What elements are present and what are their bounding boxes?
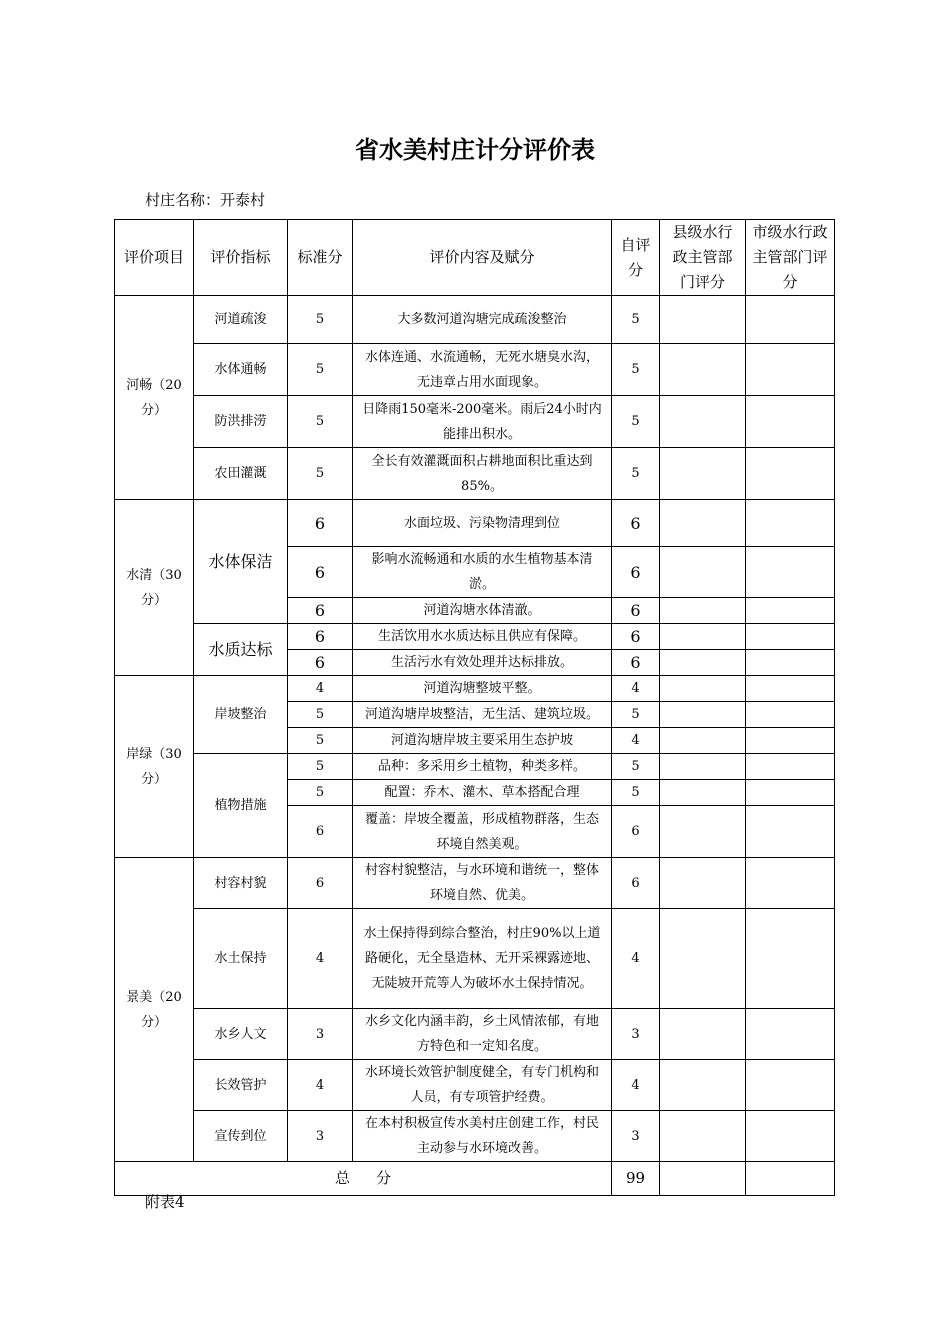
content-cell: 河道沟塘岸坡主要采用生态护坡 — [353, 728, 612, 754]
standard-cell: 6 — [288, 650, 353, 676]
city-score-cell — [746, 296, 835, 344]
self-score-cell: 6 — [612, 650, 660, 676]
content-cell: 配置：乔木、灌木、草本搭配合理 — [353, 780, 612, 806]
indicator-cell: 水体通畅 — [194, 344, 288, 396]
table-row — [115, 344, 835, 396]
standard-cell: 6 — [288, 547, 353, 598]
content-cell: 影响水流畅通和水质的水生植物基本清淤。 — [353, 547, 612, 598]
standard-cell: 5 — [288, 728, 353, 754]
city-score-cell — [746, 396, 835, 448]
self-score-cell: 6 — [612, 806, 660, 858]
total-label — [115, 1162, 612, 1196]
city-score-cell — [746, 702, 835, 728]
self-score-cell: 5 — [612, 344, 660, 396]
header-row — [115, 220, 835, 296]
table-row — [115, 909, 835, 1009]
county-score-cell — [660, 344, 746, 396]
content-cell: 河道沟塘整坡平整。 — [353, 676, 612, 702]
city-score-cell — [746, 1060, 835, 1111]
indicator-cell: 宣传到位 — [194, 1111, 288, 1162]
table-row — [115, 396, 835, 448]
category-shui-qing: 水清（30分） — [115, 500, 194, 676]
county-score-cell — [660, 858, 746, 909]
standard-cell: 5 — [288, 448, 353, 500]
indicator-cell: 村容村貌 — [194, 858, 288, 909]
city-score-cell — [746, 909, 835, 1009]
table-row — [115, 500, 835, 547]
county-score-cell — [660, 754, 746, 780]
total-row — [115, 1162, 835, 1196]
standard-cell: 6 — [288, 624, 353, 650]
header-indicator: 评价指标 — [194, 220, 288, 296]
self-score-cell: 5 — [612, 702, 660, 728]
city-score-cell — [746, 780, 835, 806]
table-row — [115, 296, 835, 344]
table-row — [115, 1060, 835, 1111]
standard-cell: 4 — [288, 909, 353, 1009]
content-cell: 在本村积极宣传水美村庄创建工作，村民主动参与水环境改善。 — [353, 1111, 612, 1162]
self-score-cell: 4 — [612, 676, 660, 702]
standard-cell: 5 — [288, 396, 353, 448]
indicator-cell: 岸坡整治 — [194, 676, 288, 754]
indicator-cell: 长效管护 — [194, 1060, 288, 1111]
city-score-cell — [746, 650, 835, 676]
indicator-cell: 河道疏浚 — [194, 296, 288, 344]
self-score-cell: 4 — [612, 728, 660, 754]
self-score-cell: 4 — [612, 1060, 660, 1111]
city-score-cell — [746, 500, 835, 547]
content-cell: 生活饮用水水质达标且供应有保障。 — [353, 624, 612, 650]
page-title: 省水美村庄计分评价表 — [355, 136, 595, 164]
content-cell: 村容村貌整洁，与水环境和谐统一，整体环境自然、优美。 — [353, 858, 612, 909]
self-score-cell: 6 — [612, 547, 660, 598]
county-score-cell — [660, 702, 746, 728]
total-self-score: 99 — [612, 1162, 660, 1196]
county-score-cell — [660, 780, 746, 806]
city-score-cell — [746, 344, 835, 396]
content-cell: 大多数河道沟塘完成疏浚整治 — [353, 296, 612, 344]
standard-cell: 3 — [288, 1009, 353, 1060]
county-score-cell — [660, 624, 746, 650]
self-score-cell: 3 — [612, 1111, 660, 1162]
standard-cell: 5 — [288, 754, 353, 780]
total-county-score — [660, 1162, 746, 1196]
standard-cell: 4 — [288, 1060, 353, 1111]
city-score-cell — [746, 624, 835, 650]
standard-cell: 6 — [288, 598, 353, 624]
self-score-cell: 4 — [612, 909, 660, 1009]
county-score-cell — [660, 1060, 746, 1111]
city-score-cell — [746, 676, 835, 702]
category-an-lv: 岸绿（30分） — [115, 676, 194, 858]
category-jing-mei: 景美（20分） — [115, 858, 194, 1162]
county-score-cell — [660, 650, 746, 676]
header-city: 市级水行政主管部门评分 — [746, 220, 835, 296]
content-cell: 水体连通、水流通畅，无死水塘臭水沟，无违章占用水面现象。 — [353, 344, 612, 396]
standard-cell: 5 — [288, 780, 353, 806]
category-he-chang: 河畅（20分） — [115, 296, 194, 500]
standard-cell: 3 — [288, 1111, 353, 1162]
appendix-label: 附表4 — [145, 1193, 185, 1211]
indicator-cell: 农田灌溉 — [194, 448, 288, 500]
content-cell: 全长有效灌溉面积占耕地面积比重达到85%。 — [353, 448, 612, 500]
county-score-cell — [660, 500, 746, 547]
standard-cell: 5 — [288, 296, 353, 344]
table-row — [115, 754, 835, 780]
indicator-cell: 水体保洁 — [194, 500, 288, 624]
self-score-cell: 5 — [612, 448, 660, 500]
content-cell: 河道沟塘水体清澈。 — [353, 598, 612, 624]
indicator-cell: 水土保持 — [194, 909, 288, 1009]
total-label-b: 分 — [376, 1169, 392, 1187]
table-row — [115, 1009, 835, 1060]
county-score-cell — [660, 396, 746, 448]
county-score-cell — [660, 1009, 746, 1060]
city-score-cell — [746, 754, 835, 780]
table-row — [115, 1111, 835, 1162]
indicator-cell: 植物措施 — [194, 754, 288, 858]
table-row — [115, 448, 835, 500]
city-score-cell — [746, 1009, 835, 1060]
evaluation-table — [114, 219, 835, 1196]
self-score-cell: 5 — [612, 754, 660, 780]
city-score-cell — [746, 598, 835, 624]
county-score-cell — [660, 728, 746, 754]
self-score-cell: 6 — [612, 500, 660, 547]
county-score-cell — [660, 676, 746, 702]
county-score-cell — [660, 909, 746, 1009]
content-cell: 水面垃圾、污染物清理到位 — [353, 500, 612, 547]
county-score-cell — [660, 448, 746, 500]
standard-cell: 6 — [288, 806, 353, 858]
self-score-cell: 5 — [612, 296, 660, 344]
city-score-cell — [746, 1111, 835, 1162]
total-city-score — [746, 1162, 835, 1196]
county-score-cell — [660, 806, 746, 858]
standard-cell: 4 — [288, 676, 353, 702]
header-standard: 标准分 — [288, 220, 353, 296]
county-score-cell — [660, 1111, 746, 1162]
total-label-a: 总 — [334, 1169, 350, 1187]
indicator-cell: 水质达标 — [194, 624, 288, 676]
village-name: 村庄名称：开泰村 — [145, 191, 266, 209]
self-score-cell: 6 — [612, 858, 660, 909]
county-score-cell — [660, 598, 746, 624]
city-score-cell — [746, 547, 835, 598]
header-county: 县级水行政主管部门评分 — [660, 220, 746, 296]
self-score-cell: 5 — [612, 396, 660, 448]
self-score-cell: 5 — [612, 780, 660, 806]
table-row — [115, 624, 835, 650]
standard-cell: 6 — [288, 500, 353, 547]
city-score-cell — [746, 448, 835, 500]
header-item: 评价项目 — [115, 220, 194, 296]
standard-cell: 5 — [288, 702, 353, 728]
content-cell: 日降雨150毫米-200毫米。雨后24小时内能排出积水。 — [353, 396, 612, 448]
standard-cell: 6 — [288, 858, 353, 909]
content-cell: 水乡文化内涵丰韵，乡土风情浓郁，有地方特色和一定知名度。 — [353, 1009, 612, 1060]
content-cell: 生活污水有效处理并达标排放。 — [353, 650, 612, 676]
county-score-cell — [660, 296, 746, 344]
standard-cell: 5 — [288, 344, 353, 396]
indicator-cell: 防洪排涝 — [194, 396, 288, 448]
indicator-cell: 水乡人文 — [194, 1009, 288, 1060]
self-score-cell: 6 — [612, 624, 660, 650]
city-score-cell — [746, 728, 835, 754]
header-self: 自评分 — [612, 220, 660, 296]
content-cell: 覆盖：岸坡全覆盖，形成植物群落，生态环境自然美观。 — [353, 806, 612, 858]
content-cell: 水环境长效管护制度健全，有专门机构和人员，有专项管护经费。 — [353, 1060, 612, 1111]
content-cell: 水土保持得到综合整治，村庄90%以上道路硬化，无全垦造林、无开采裸露迹地、无陡坡开荒等人为破坏水土保持情况。 — [353, 909, 612, 1009]
content-cell: 河道沟塘岸坡整洁，无生活、建筑垃圾。 — [353, 702, 612, 728]
city-score-cell — [746, 806, 835, 858]
table-row — [115, 858, 835, 909]
header-content: 评价内容及赋分 — [353, 220, 612, 296]
self-score-cell: 6 — [612, 598, 660, 624]
self-score-cell: 3 — [612, 1009, 660, 1060]
city-score-cell — [746, 858, 835, 909]
county-score-cell — [660, 547, 746, 598]
table-row — [115, 676, 835, 702]
content-cell: 品种：多采用乡土植物，种类多样。 — [353, 754, 612, 780]
